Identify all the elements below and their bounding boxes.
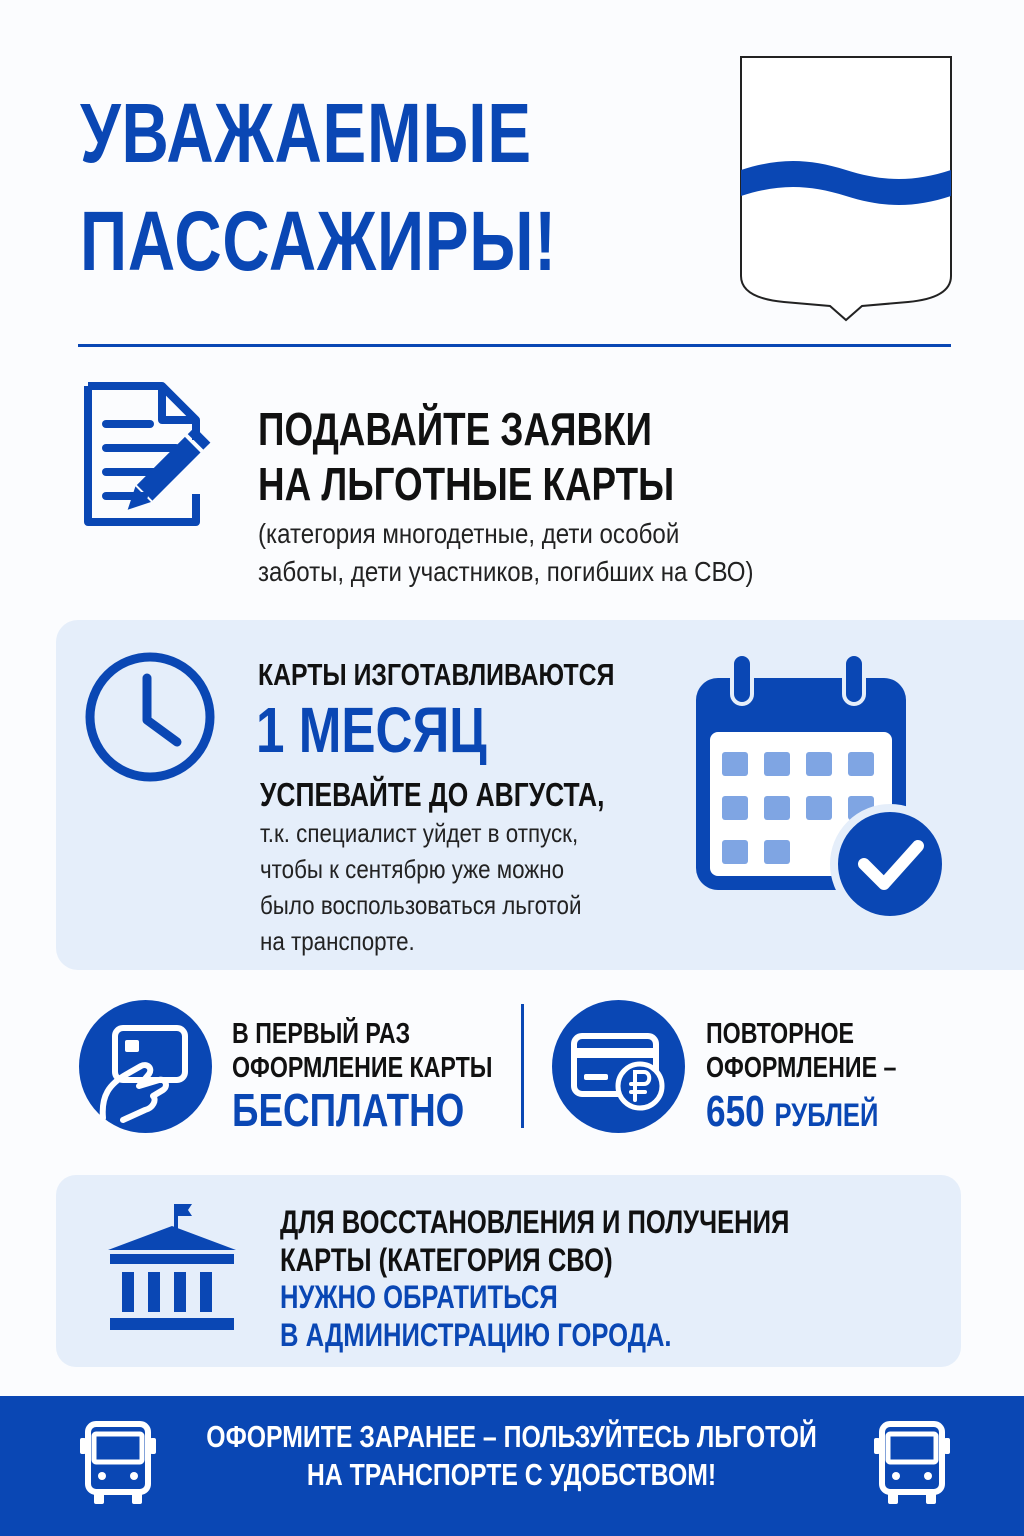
explanation-line1: т.к. специалист уйдет в отпуск, (260, 818, 579, 848)
calendar-check-icon (688, 652, 948, 922)
footer-slogan (0, 1418, 1024, 1494)
administration-line4: В АДМИНИСТРАЦИЮ ГОРОДА. (280, 1317, 672, 1353)
explanation-line3: было воспользоваться льготой (260, 890, 582, 920)
repeat-issue-line2: ОФОРМЛЕНИЕ – (706, 1052, 897, 1084)
header-divider (78, 344, 951, 347)
bus-icon (872, 1420, 952, 1508)
explanation-line4: на транспорте. (260, 926, 415, 956)
repeat-issue-price (706, 1086, 878, 1141)
document-pencil-icon (80, 382, 230, 532)
footer-line1: ОФОРМИТЕ ЗАРАНЕЕ – ПОЛЬЗУЙТЕСЬ ЛЬГОТОЙ (206, 1419, 818, 1454)
repeat-issue-line1: ПОВТОРНОЕ (706, 1018, 854, 1050)
clock-icon (83, 650, 217, 784)
first-issue-line2: ОФОРМЛЕНИЕ КАРТЫ (232, 1052, 493, 1084)
deadline-text: УСПЕВАЙТЕ ДО АВГУСТА, (260, 776, 605, 813)
production-caption: КАРТЫ ИЗГОТАВЛИВАЮТСЯ (258, 657, 615, 692)
administration-line1: ДЛЯ ВОССТАНОВЛЕНИЯ И ПОЛУЧЕНИЯ (280, 1204, 790, 1240)
price-currency: РУБЛЕЙ (774, 1097, 879, 1133)
first-issue-text (232, 1017, 492, 1085)
government-building-icon (104, 1198, 240, 1334)
administration-text (280, 1203, 789, 1279)
hand-card-icon (79, 1000, 212, 1133)
administration-line2: КАРТЫ (КАТЕГОРИЯ СВО) (280, 1242, 613, 1278)
section3-divider (521, 1004, 524, 1128)
card-ruble-icon (552, 1000, 685, 1133)
administration-line3: НУЖНО ОБРАТИТЬСЯ (280, 1279, 558, 1315)
deadline-explanation (260, 815, 581, 959)
section1-heading-line1: ПОДАВАЙТЕ ЗАЯВКИ (258, 403, 652, 455)
section1-note (258, 515, 754, 591)
repeat-issue-text (706, 1017, 896, 1085)
city-coat-of-arms (738, 54, 954, 324)
section1-heading (258, 402, 674, 512)
page-title-line1: УВАЖАЕМЫЕ (80, 86, 532, 180)
administration-callout (280, 1278, 672, 1354)
production-duration: 1 МЕСЯЦ (256, 694, 487, 766)
section1-note-line2: заботы, дети участников, погибших на СВО) (258, 556, 754, 587)
footer-line2: НА ТРАНСПОРТЕ С УДОБСТВОМ! (307, 1457, 717, 1492)
price-amount: 650 (706, 1087, 765, 1136)
page-title-line2: ПАССАЖИРЫ! (80, 194, 557, 288)
explanation-line2: чтобы к сентябрю уже можно (260, 854, 565, 884)
section1-note-line1: (категория многодетные, дети особой (258, 518, 680, 549)
section1-heading-line2: НА ЛЬГОТНЫЕ КАРТЫ (258, 458, 675, 510)
free-label: БЕСПЛАТНО (232, 1084, 465, 1136)
first-issue-line1: В ПЕРВЫЙ РАЗ (232, 1018, 411, 1050)
